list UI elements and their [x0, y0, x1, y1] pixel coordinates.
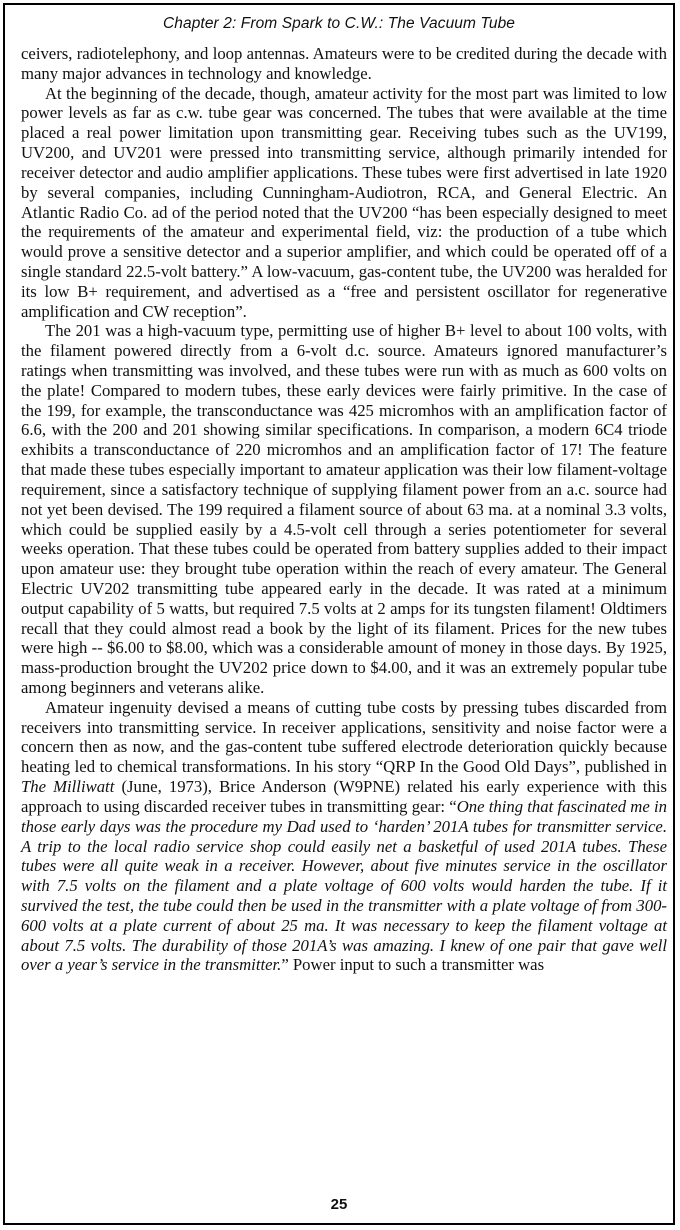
paragraph-continuation: ceivers, radiotelephony, and loop antennas. Amateurs were to be credited during the decade with many major advances in technology and knowledge.: [21, 44, 667, 83]
paragraph-text-before: Amateur ingenuity devised a means of cutting tube costs by pressing tubes discarded from receivers into transmitting service. In receiver applications, sensitivity and noise factor were a concern then as now, and the gas-content tube suffered electrode deterioration quickly because heating led to chemical transformations. In his story “QRP In the Good Old Days”, published in: [21, 697, 667, 777]
paragraph-text-middle: (June, 1973), Brice Anderson (W9PNE) related his early experience with this approach to using discarded receiver tubes in transmitting gear: “: [21, 777, 667, 816]
paragraph-201-tube: The 201 was a high-vacuum type, permitting use of higher B+ level to about 100 volts, with the filament powered directly from a 6-volt d.c. source. Amateurs ignored manufacturer’s ratings when transmitting was involved, and these tubes were run with as much as 600 volts on the plate! Compared to modern tubes, these early devices were fairly primitive. In the case of the 199, for example, the transconductance was 425 micromhos with an amplification factor of 6.6, with the 200 and 201 showing similar specifications. In comparison, a modern 6C4 triode exhibits a transconductance of 220 micromhos and an amplification factor of 17! The feature that made these tubes especially important to amateur application was their low filament-voltage requirement, since a satisfactory technique of supplying filament power from an a.c. source had not yet been devised. The 199 required a filament source of about 63 ma. at a nominal 3.3 volts, which could be supplied easily by a 4.5-volt cell through a series potentiometer for several weeks operation. That these tubes could be operated from battery supplies added to their impact upon amateur use: they brought tube operation within the reach of every amateur. The General Electric UV202 transmitting tube appeared early in the decade. It was rated at a minimum output capability of 5 watts, but required 7.5 volts at 2 amps for its tungsten filament! Oldtimers recall that they could almost read a book by the light of its filament. Prices for the new tubes were high -- $6.00 to $8.00, which was a considerable amount of money in those days. By 1925, mass-production brought the UV202 price down to $4.00, and it was an extremely popular tube among beginners and veterans alike.: [21, 321, 667, 697]
paragraph-amateur-activity: At the beginning of the decade, though, amateur activity for the most part was limited to low power levels as far as c.w. tube gear was concerned. The tubes that were available at the time placed a real power limitation upon transmitting gear. Receiving tubes such as the UV199, UV200, and UV201 were pressed into transmitting service, although primarily intended for receiver detector and audio amplifier applications. These tubes were first advertised in late 1920 by several companies, including Cunningham-Audiotron, RCA, and General Electric. An Atlantic Radio Co. ad of the period noted that the UV200 “has been especially designed to meet the requirements of the amateur and experimental field, viz: the production of a tube which would prove a sensitive detector and a superior amplifier, and which could be operated off of a single standard 22.5-volt battery.” A low-vacuum, gas-content tube, the UV200 was heralded for its low B+ requirement, and advertised as a “free and persistent oscillator for regenerative amplification and CW reception”.: [21, 83, 667, 321]
chapter-header: Chapter 2: From Spark to C.W.: The Vacuum Tube: [162, 15, 516, 32]
page-number: 25: [330, 1196, 348, 1213]
body-text: [21, 44, 667, 975]
page-frame: [3, 3, 675, 1225]
paragraph-amateur-ingenuity: [21, 698, 667, 975]
publication-title: The Milliwatt: [21, 777, 115, 797]
paragraph-text-after: ” Power input to such a transmitter was: [281, 955, 545, 975]
anderson-quote: One thing that fascinated me in those early days was the procedure my Dad used to ‘harden’ 201A tubes for transmitter service. A trip to the local radio service shop could easily net a basketful of used 201A tubes. These tubes were all quite weak in a receiver. However, about five minutes service in the oscillator with 7.5 volts on the filament and a plate voltage of 600 volts would harden the tube. If it survived the test, the tube could then be used in the transmitter with a plate voltage of from 300-600 volts at a plate current of about 25 ma. It was necessary to keep the filament voltage at about 7.5 volts. The durability of those 201A’s was amazing. I knew of one pair that gave well over a year’s service in the transmitter.: [21, 796, 667, 975]
